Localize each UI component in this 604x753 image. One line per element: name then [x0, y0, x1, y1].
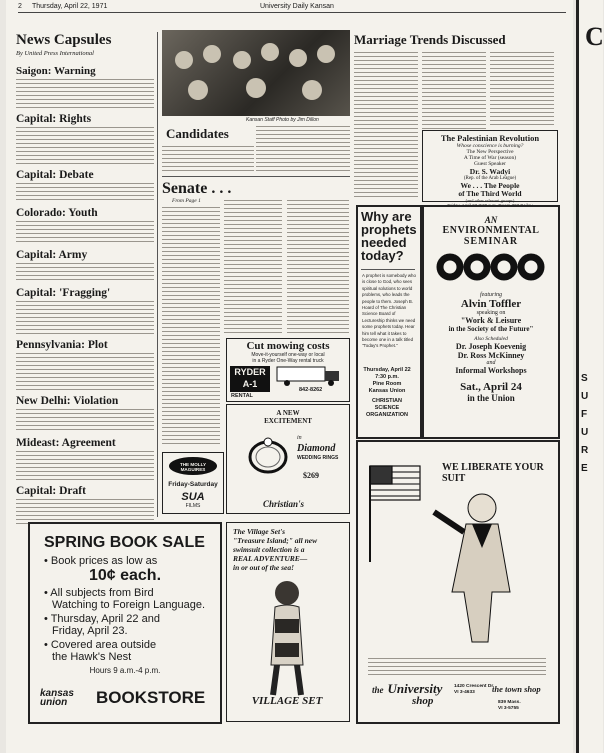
- ryder-logo: [230, 366, 270, 392]
- ryder-line: in a Ryder One-Way rental truck: [252, 358, 324, 364]
- diamond-excitement: EXCITEMENT: [264, 417, 312, 425]
- village-line: "Treasure Island;" all new: [233, 536, 318, 545]
- seminar-speaker: Alvin Toffler: [460, 298, 522, 310]
- village-line: in or out of the sea!: [233, 563, 295, 572]
- diamond-brand: Diamond: [297, 443, 336, 454]
- capsule-body: [16, 351, 154, 391]
- palestine-speaker: Dr. S. Wadyi: [469, 167, 511, 176]
- bookstore-name: BOOKSTORE: [96, 688, 206, 707]
- capsule-headline: Capital: Army: [16, 249, 88, 261]
- prophets-time: 7:30 p.m.: [375, 374, 399, 380]
- group-photo-figures: [162, 30, 350, 116]
- bookstore-kansas: kansas: [40, 688, 74, 699]
- maguires-sua: SUA: [181, 491, 205, 503]
- booksale-hours: Hours 9 a.m.-4 p.m.: [89, 666, 161, 675]
- adjacent-page-letter: C: [585, 22, 604, 51]
- maguires-day: Friday-Saturday: [168, 481, 218, 488]
- prophets-heading: Why are: [361, 209, 412, 224]
- seminar-workshops: Informal Workshops: [455, 366, 527, 375]
- booksale-line: • Book prices as low as: [44, 555, 158, 567]
- prophets-place: Kansas Union: [368, 388, 406, 394]
- seminar-where: in the Union: [467, 393, 515, 403]
- capsule-headline: New Delhi: Violation: [16, 395, 119, 407]
- senate-body: [224, 198, 282, 333]
- adjacent-page-text: S U F U R E: [581, 373, 589, 474]
- diamond-new: A NEW: [276, 409, 300, 417]
- truck-icon: [275, 365, 345, 387]
- capsule-headline: Pennsylvania: Plot: [16, 339, 108, 351]
- shop-address: 1420 Crescent Dr.: [454, 684, 495, 689]
- marriage-body: [490, 50, 554, 126]
- capsule-headline: Saigon: Warning: [16, 65, 96, 77]
- palestine-guest: Guest Speaker: [474, 161, 506, 167]
- seminar-and: and: [486, 360, 496, 366]
- university-shop-logo: [372, 680, 452, 707]
- town-shop-logo: the town shop: [492, 684, 541, 694]
- prophets-heading: today?: [361, 248, 404, 263]
- prophets-org: SCIENCE: [374, 405, 400, 411]
- village-line: REAL ADVENTURE—: [233, 554, 308, 563]
- group-photo: [162, 30, 350, 116]
- palestine-third: of The Third World: [458, 189, 522, 198]
- ryder-phone: 842-8262: [299, 387, 323, 393]
- shop-shop: shop: [412, 695, 434, 707]
- capsule-body: [16, 299, 154, 335]
- section-divider: [162, 176, 350, 177]
- booksale-line: • Thursday, April 22 and: [44, 613, 160, 625]
- bookstore-union: union: [40, 697, 68, 708]
- prophets-org: ORGANIZATION: [365, 412, 409, 418]
- ryder-ad: [226, 338, 350, 402]
- diamond-price: $269: [303, 471, 319, 480]
- diamond-store: Christian's: [263, 499, 305, 509]
- prophets-ad: [356, 205, 422, 439]
- ryder-title: Cut mowing costs: [246, 340, 330, 352]
- ryder-line: Move-it-yourself one-way or local: [251, 352, 325, 358]
- candidates-title: Candidates: [166, 126, 229, 141]
- capsule-headline: Capital: 'Fragging': [16, 287, 111, 299]
- capsule-body: [16, 407, 154, 433]
- prophets-date: Thursday, April 22: [363, 367, 411, 373]
- capsule-headline: Mideast: Agreement: [16, 437, 116, 449]
- capsule-headline: Capital: Draft: [16, 485, 86, 497]
- seminar-also: Also Scheduled: [474, 336, 508, 342]
- news-capsules: [16, 32, 154, 502]
- senate-body: [162, 205, 220, 447]
- suit-title: WE LIBERATE YOUR SUIT: [442, 462, 544, 484]
- capsule-body: [16, 261, 154, 283]
- capsules-byline: By United Press International: [16, 50, 94, 57]
- seminar-panelist: Dr. Joseph Koevenig: [455, 342, 527, 351]
- candidates-body: [162, 144, 254, 172]
- seminar-featuring: featuring: [480, 292, 502, 298]
- senate-title: Senate . . .: [162, 180, 232, 197]
- swimsuit-model-illustration: [247, 575, 327, 695]
- diamond-ad: [226, 404, 350, 514]
- seminar-topic: in the Society of the Future": [448, 325, 534, 333]
- senate-jump: From Page 1: [172, 198, 201, 204]
- booksale-line: Watching to Foreign Language.: [52, 599, 206, 611]
- booksale-line: the Hawk's Nest: [52, 651, 132, 663]
- capsule-body: [16, 125, 154, 165]
- maguires-ad: [162, 452, 224, 514]
- town-phone: VI 3-5755: [498, 706, 519, 711]
- shop-phone: VI 3-4633: [454, 690, 475, 695]
- capsule-body: [16, 219, 154, 245]
- palestine-sub: The New Perspective: [466, 149, 514, 155]
- suit-copy: [368, 656, 546, 676]
- prophets-place: Pine Room: [372, 381, 402, 387]
- suit-man-illustration: [364, 452, 554, 652]
- seminar-seminar: SEMINAR: [463, 236, 519, 247]
- maguires-films: FILMS: [185, 503, 201, 509]
- booksale-price: 10¢ each.: [88, 567, 162, 584]
- ryder-brand: RYDER: [234, 367, 266, 377]
- column-divider: [157, 32, 158, 517]
- paper-name: University Daily Kansan: [260, 3, 334, 10]
- palestine-sub: A Time of War (season): [463, 155, 517, 161]
- book-sale-ad: [28, 522, 222, 724]
- capsule-headline: Capital: Rights: [16, 113, 92, 125]
- page-date: Thursday, April 22, 1971: [32, 3, 108, 10]
- ryder-code: A-1: [242, 379, 258, 389]
- palestine-we: We . . . The People: [460, 181, 520, 190]
- seminar-topic: "Work & Leisure: [460, 316, 522, 325]
- capsule-headline: Capital: Debate: [16, 169, 94, 181]
- prophets-heading: needed: [361, 235, 407, 250]
- village-line: swimsuit collection is a: [233, 545, 305, 554]
- seminar-an: AN: [484, 215, 498, 225]
- seminar-panelist: Dr. Ross McKinney: [457, 351, 525, 360]
- capsule-body: [16, 449, 154, 481]
- photo-caption: Kansan Staff Photo by Jim Dillon: [246, 117, 319, 123]
- capsules-title: News Capsules: [16, 32, 112, 48]
- seminar-loops-graphic: [436, 251, 546, 283]
- candidates-body: [256, 124, 350, 172]
- maguires-title: THE MOLLY MAGUIRES: [169, 457, 217, 475]
- marriage-body: [354, 50, 418, 200]
- palestine-ad: [422, 130, 558, 202]
- booksale-line: • All subjects from Bird: [44, 587, 154, 599]
- adjacent-page-edge: [576, 0, 603, 753]
- marriage-title: Marriage Trends Discussed: [354, 32, 506, 47]
- seminar-speaking: speaking on: [476, 310, 506, 316]
- prophets-heading: prophets: [361, 222, 417, 237]
- capsule-headline: Colorado: Youth: [16, 207, 98, 219]
- village-logo: VILLAGE SET: [251, 695, 323, 707]
- palestine-sub: Whose conscience is burning?: [456, 143, 524, 149]
- booksale-line: • Covered area outside: [44, 639, 157, 651]
- capsule-body: [16, 497, 154, 525]
- senate-body: [287, 198, 349, 333]
- shop-university: University: [387, 681, 443, 696]
- capsule-body: [16, 181, 154, 203]
- town-address: 839 Mass.: [498, 700, 521, 705]
- suit-ad: [356, 440, 560, 724]
- page-number: 2: [18, 3, 22, 10]
- booksale-title: SPRING BOOK SALE: [44, 534, 205, 551]
- palestine-title: The Palestinian Revolution: [440, 133, 540, 143]
- bookstore-logo: [40, 688, 210, 714]
- newspaper-page: [6, 0, 573, 753]
- village-set-ad: [226, 522, 350, 722]
- prophets-org: CHRISTIAN: [372, 398, 402, 404]
- seminar-date: Sat., April 24: [460, 381, 522, 393]
- section-divider: [361, 269, 415, 270]
- prophets-body: A prophet is somebody who is close to God, who sees spiritual solutions to world problems, who leads the people to them. Joseph B. Hoard of The Christian Science Board of Lectureship thinks we need some prophets today. Hear him tell what it takes to become one in a talk titled "Today's Prophet.": [362, 273, 416, 349]
- diamond-rings: WEDDING RINGS: [297, 455, 339, 461]
- village-line: The Village Set's: [233, 527, 286, 536]
- seminar-ad: [422, 205, 560, 439]
- diamond-in: in: [297, 435, 302, 441]
- capsule-body: [16, 77, 154, 109]
- palestine-org: (Rep. of the Arab League): [463, 176, 517, 181]
- seminar-environmental: ENVIRONMENTAL: [442, 225, 540, 236]
- palestine-other: (and other relevant groups): [465, 198, 515, 203]
- shop-the: the: [372, 685, 384, 695]
- page-header: [18, 2, 566, 13]
- booksale-line: Friday, April 23.: [52, 625, 128, 637]
- ryder-rental: RENTAL: [231, 393, 253, 399]
